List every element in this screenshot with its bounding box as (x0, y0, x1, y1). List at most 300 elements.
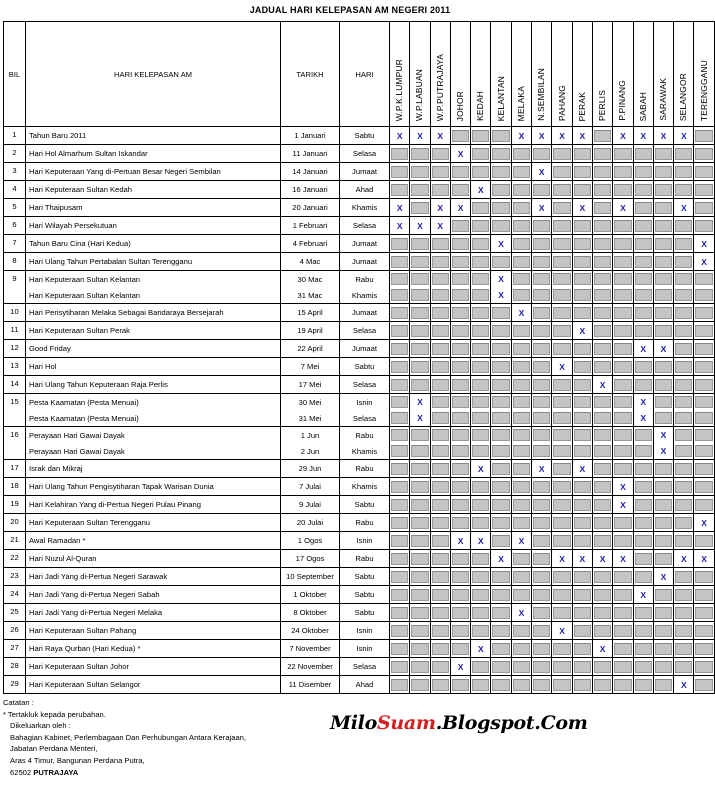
state-cell (450, 658, 470, 676)
state-cell (694, 550, 714, 568)
holiday-day: Rabu (340, 427, 390, 444)
holiday-name: Hari Hol (26, 358, 281, 376)
state-cell (572, 394, 592, 411)
empty-cell-box (594, 148, 611, 160)
empty-cell-box (695, 535, 712, 547)
empty-cell-box (614, 325, 631, 337)
state-cell (613, 340, 633, 358)
state-cell (674, 235, 694, 253)
holiday-mark: X (620, 481, 626, 492)
empty-cell-box (594, 517, 611, 529)
state-cell (491, 676, 511, 694)
state-cell (653, 304, 673, 322)
holiday-date: 7 November (281, 640, 340, 658)
holiday-date: 9 Julai (281, 496, 340, 514)
state-cell (450, 514, 470, 532)
state-cell (694, 199, 714, 217)
notes-section (3, 697, 303, 778)
empty-cell-box (655, 256, 672, 268)
state-cell (653, 496, 673, 514)
state-cell (471, 658, 491, 676)
document-title: JADUAL HARI KELEPASAN AM NEGERI 2011 (249, 5, 451, 15)
holiday-date: 17 Ogos (281, 550, 340, 568)
state-cell (552, 460, 572, 478)
holiday-mark: X (437, 202, 444, 213)
state-cell (694, 145, 714, 163)
state-cell (511, 358, 531, 376)
holiday-name: Hari Jadi Yang di-Pertua Negeri Sarawak (26, 568, 281, 586)
header-state (511, 22, 531, 127)
holiday-mark: X (518, 307, 525, 318)
empty-cell-box (391, 517, 408, 529)
table-row (4, 460, 715, 478)
state-cell (390, 622, 410, 640)
state-cell (572, 304, 592, 322)
empty-cell-box (635, 166, 652, 178)
empty-cell-box (411, 517, 428, 529)
state-cell (410, 358, 430, 376)
empty-cell-box (553, 273, 570, 285)
empty-cell-box (655, 325, 672, 337)
state-cell (450, 287, 470, 304)
empty-cell-box (411, 553, 428, 565)
state-cell (552, 181, 572, 199)
state-cell (653, 163, 673, 181)
state-cell (572, 322, 592, 340)
state-cell (613, 271, 633, 288)
state-cell (390, 604, 410, 622)
empty-cell-box (614, 571, 631, 583)
state-cell (450, 181, 470, 199)
table-row (4, 163, 715, 181)
state-label: JOHOR (455, 90, 466, 121)
row-number: 27 (4, 640, 26, 658)
state-cell (674, 586, 694, 604)
state-cell (592, 460, 612, 478)
state-cell (511, 271, 531, 288)
state-cell (653, 127, 673, 145)
state-cell (390, 676, 410, 694)
header-date: TARIKH (281, 22, 340, 127)
empty-cell-box (432, 607, 449, 619)
state-cell (390, 376, 410, 394)
state-cell (633, 604, 653, 622)
state-cell (471, 550, 491, 568)
state-cell (552, 427, 572, 444)
empty-cell-box (574, 343, 591, 355)
empty-cell-box (391, 499, 408, 511)
state-cell (390, 460, 410, 478)
header-state (653, 22, 673, 127)
state-cell (532, 304, 552, 322)
empty-cell-box (675, 481, 692, 493)
state-cell (471, 287, 491, 304)
state-cell (592, 340, 612, 358)
empty-cell-box (635, 481, 652, 493)
state-cell (572, 340, 592, 358)
state-cell (471, 304, 491, 322)
state-cell (552, 532, 572, 550)
empty-cell-box (472, 589, 489, 601)
empty-cell-box (391, 553, 408, 565)
holiday-day: Rabu (340, 271, 390, 288)
empty-cell-box (492, 412, 509, 424)
state-cell (532, 358, 552, 376)
state-cell (390, 514, 410, 532)
state-cell (694, 478, 714, 496)
empty-cell-box (614, 289, 631, 301)
empty-cell-box (391, 571, 408, 583)
state-cell (694, 604, 714, 622)
state-cell (653, 271, 673, 288)
state-cell (491, 340, 511, 358)
holiday-mark: X (559, 625, 565, 636)
holiday-date: 20 Januari (281, 199, 340, 217)
empty-cell-box (635, 238, 652, 250)
state-cell (511, 163, 531, 181)
state-cell (694, 253, 714, 271)
empty-cell-box (411, 661, 428, 673)
state-cell (532, 604, 552, 622)
header-state (552, 22, 572, 127)
holiday-mark: X (680, 202, 687, 213)
empty-cell-box (614, 445, 631, 457)
empty-cell-box (553, 379, 570, 391)
empty-cell-box (492, 396, 509, 408)
state-cell (552, 358, 572, 376)
empty-cell-box (553, 571, 570, 583)
state-cell (491, 376, 511, 394)
state-cell (674, 199, 694, 217)
holiday-name: Hari Keputeraan Sultan Kelantan (26, 271, 281, 288)
state-cell (430, 271, 450, 288)
holiday-date: 7 Julai (281, 478, 340, 496)
holiday-name: Hari Thaipusam (26, 199, 281, 217)
state-cell (572, 358, 592, 376)
state-cell (674, 304, 694, 322)
state-cell (430, 163, 450, 181)
state-cell (430, 496, 450, 514)
state-cell (511, 394, 531, 411)
state-cell (532, 460, 552, 478)
state-cell (552, 604, 572, 622)
empty-cell-box (553, 307, 570, 319)
state-cell (532, 410, 552, 427)
empty-cell-box (675, 238, 692, 250)
empty-cell-box (411, 325, 428, 337)
state-cell (430, 410, 450, 427)
state-cell (410, 235, 430, 253)
state-cell (450, 376, 470, 394)
empty-cell-box (452, 679, 469, 691)
state-cell (390, 199, 410, 217)
empty-cell-box (492, 481, 509, 493)
state-cell (674, 181, 694, 199)
empty-cell-box (513, 481, 530, 493)
header-state (674, 22, 694, 127)
state-cell (613, 658, 633, 676)
empty-cell-box (533, 396, 550, 408)
state-cell (552, 235, 572, 253)
holiday-mark: X (701, 238, 707, 249)
state-cell (572, 443, 592, 460)
empty-cell-box (411, 343, 428, 355)
holiday-mark: X (478, 535, 484, 546)
empty-cell-box (452, 166, 469, 178)
state-cell (471, 514, 491, 532)
state-cell (450, 322, 470, 340)
empty-cell-box (675, 589, 692, 601)
empty-cell-box (411, 361, 428, 373)
empty-cell-box (635, 429, 652, 441)
empty-cell-box (492, 517, 509, 529)
empty-cell-box (452, 589, 469, 601)
table-row (4, 235, 715, 253)
empty-cell-box (452, 130, 469, 142)
empty-cell-box (675, 184, 692, 196)
empty-cell-box (472, 289, 489, 301)
state-cell (471, 568, 491, 586)
city: PUTRAJAYA (33, 767, 79, 777)
state-cell (511, 127, 531, 145)
state-cell (471, 604, 491, 622)
holiday-date: 30 Mac (281, 271, 340, 288)
state-cell (653, 181, 673, 199)
state-cell (410, 478, 430, 496)
empty-cell-box (614, 148, 631, 160)
state-cell (511, 253, 531, 271)
state-cell (633, 410, 653, 427)
empty-cell-box (533, 379, 550, 391)
state-cell (390, 410, 410, 427)
empty-cell-box (452, 607, 469, 619)
state-cell (694, 640, 714, 658)
holiday-mark: X (538, 130, 545, 141)
state-cell (491, 217, 511, 235)
state-cell (572, 676, 592, 694)
holiday-name: Good Friday (26, 340, 281, 358)
empty-cell-box (635, 463, 652, 475)
state-cell (613, 427, 633, 444)
state-cell (511, 622, 531, 640)
table-row (4, 322, 715, 340)
empty-cell-box (391, 396, 408, 408)
state-cell (390, 478, 410, 496)
holiday-date: 30 Mei (281, 394, 340, 411)
row-number: 15 (4, 394, 26, 427)
holiday-mark: X (620, 553, 626, 564)
state-cell (674, 410, 694, 427)
state-cell (532, 496, 552, 514)
empty-cell-box (574, 220, 591, 232)
state-cell (532, 235, 552, 253)
empty-cell-box (635, 445, 652, 457)
state-cell (552, 478, 572, 496)
empty-cell-box (513, 553, 530, 565)
state-cell (430, 199, 450, 217)
header-bil: BIL (4, 22, 26, 127)
empty-cell-box (452, 412, 469, 424)
empty-cell-box (574, 589, 591, 601)
table-row (4, 443, 715, 460)
empty-cell-box (594, 130, 611, 142)
state-cell (613, 235, 633, 253)
state-cell (491, 410, 511, 427)
state-cell (491, 127, 511, 145)
state-cell (450, 304, 470, 322)
state-cell (410, 622, 430, 640)
state-cell (430, 658, 450, 676)
state-cell (592, 145, 612, 163)
row-number: 10 (4, 304, 26, 322)
state-cell (552, 271, 572, 288)
empty-cell-box (533, 643, 550, 655)
empty-cell-box (574, 396, 591, 408)
empty-cell-box (533, 412, 550, 424)
state-cell (552, 568, 572, 586)
state-cell (674, 127, 694, 145)
empty-cell-box (513, 256, 530, 268)
state-cell (410, 394, 430, 411)
state-cell (633, 532, 653, 550)
row-number: 6 (4, 217, 26, 235)
empty-cell-box (675, 256, 692, 268)
row-number: 20 (4, 514, 26, 532)
state-cell (633, 235, 653, 253)
empty-cell-box (655, 661, 672, 673)
empty-cell-box (614, 607, 631, 619)
state-cell (552, 622, 572, 640)
state-cell (390, 271, 410, 288)
state-cell (430, 253, 450, 271)
state-cell (592, 622, 612, 640)
state-cell (410, 199, 430, 217)
empty-cell-box (411, 571, 428, 583)
state-cell (450, 427, 470, 444)
empty-cell-box (432, 517, 449, 529)
empty-cell-box (675, 429, 692, 441)
empty-cell-box (452, 499, 469, 511)
empty-cell-box (695, 396, 712, 408)
state-cell (390, 358, 410, 376)
holiday-day: Jumaat (340, 340, 390, 358)
state-cell (410, 217, 430, 235)
state-cell (450, 235, 470, 253)
empty-cell-box (553, 463, 570, 475)
empty-cell-box (614, 535, 631, 547)
state-cell (532, 586, 552, 604)
empty-cell-box (452, 289, 469, 301)
state-cell (552, 514, 572, 532)
empty-cell-box (492, 463, 509, 475)
holiday-mark: X (498, 290, 504, 300)
state-cell (552, 217, 572, 235)
holiday-mark: X (396, 202, 403, 213)
empty-cell-box (513, 445, 530, 457)
holiday-day: Ahad (340, 676, 390, 694)
state-cell (613, 253, 633, 271)
state-cell (572, 287, 592, 304)
empty-cell-box (594, 445, 611, 457)
empty-cell-box (432, 361, 449, 373)
empty-cell-box (675, 661, 692, 673)
holiday-name: Hari Ulang Tahun Pertabalan Sultan Terengganu (26, 253, 281, 271)
state-cell (390, 586, 410, 604)
state-cell (491, 271, 511, 288)
empty-cell-box (533, 256, 550, 268)
state-cell (653, 586, 673, 604)
state-cell (572, 586, 592, 604)
state-cell (674, 622, 694, 640)
empty-cell-box (533, 445, 550, 457)
empty-cell-box (553, 238, 570, 250)
empty-cell-box (452, 256, 469, 268)
state-cell (450, 358, 470, 376)
issued-by-label: Dikeluarkan oleh : (10, 721, 71, 731)
state-cell (450, 460, 470, 478)
empty-cell-box (574, 445, 591, 457)
holiday-mark: X (640, 130, 647, 141)
holiday-day: Khamis (340, 478, 390, 496)
state-cell (592, 322, 612, 340)
empty-cell-box (472, 273, 489, 285)
empty-cell-box (472, 166, 489, 178)
empty-cell-box (574, 643, 591, 655)
holiday-name: Hari Keputeraan Sultan Selangor (26, 676, 281, 694)
state-cell (511, 550, 531, 568)
empty-cell-box (452, 220, 469, 232)
state-label: W.P.PUTRAJAYA (434, 53, 445, 121)
header-state (430, 22, 450, 127)
empty-cell-box (695, 289, 712, 301)
empty-cell-box (492, 361, 509, 373)
state-cell (532, 568, 552, 586)
empty-cell-box (614, 307, 631, 319)
holiday-mark: X (579, 130, 586, 141)
holiday-day: Khamis (340, 287, 390, 304)
empty-cell-box (513, 429, 530, 441)
state-cell (674, 322, 694, 340)
state-cell (471, 394, 491, 411)
empty-cell-box (574, 238, 591, 250)
state-cell (532, 514, 552, 532)
state-cell (653, 514, 673, 532)
empty-cell-box (655, 535, 672, 547)
state-cell (613, 622, 633, 640)
state-cell (674, 163, 694, 181)
state-cell (674, 550, 694, 568)
holiday-mark: X (599, 643, 606, 654)
empty-cell-box (675, 361, 692, 373)
state-cell (572, 640, 592, 658)
empty-cell-box (655, 589, 672, 601)
holiday-date: 8 Oktober (281, 604, 340, 622)
empty-cell-box (391, 643, 408, 655)
empty-cell-box (492, 343, 509, 355)
empty-cell-box (513, 661, 530, 673)
state-cell (491, 253, 511, 271)
empty-cell-box (411, 184, 428, 196)
holiday-date: 1 Jun (281, 427, 340, 444)
state-cell (532, 443, 552, 460)
empty-cell-box (432, 238, 449, 250)
holiday-mark: X (640, 413, 647, 423)
empty-cell-box (655, 607, 672, 619)
row-number: 24 (4, 586, 26, 604)
state-cell (511, 640, 531, 658)
empty-cell-box (655, 238, 672, 250)
empty-cell-box (533, 325, 550, 337)
